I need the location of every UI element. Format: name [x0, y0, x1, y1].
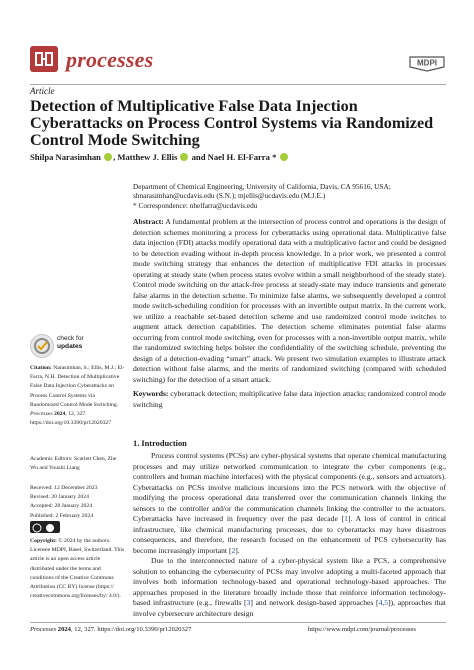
accepted-date: Accepted: 28 January 2024 — [30, 503, 93, 510]
abstract — [133, 217, 446, 385]
published-date: Published: 2 February 2024 — [30, 512, 94, 519]
citation-text: Narasimhan, S.; Ellis, M.J.; El-Farra, N.H. Detection of Multiplicative False Data Injection Cyberattacks on Process Control Systems via Randomized Control Mode Switching. — [30, 365, 125, 408]
abstract-text: A fundamental problem at the intersection of process control and operations is the design of detection schemes monitoring a process for cyberattacks using operational data. Multiplicative false data injection (FDI) attacks modify operational data with a multiplicative factor and could be designed to be detection evading without in-depth process knowledge. In a prior work, we presented a control mode switching strategy that enhances the detection of multiplicative FDI attacks in processes operating at steady state (when process states evolve within a small neighborhood of the steady state). Control mode switching on the attack-free process at steady-state may induce transients and generate false alarms in the detection scheme. To minimize false alarms, we subsequently developed a control mode switch-scheduling condition for processes with an invertible output matrix. In the current work, we utilize a reachable set-based detection scheme and use randomized control mode switches to augment attack detection capabilities. The detection scheme eliminates potential false alarms occurring from control mode switching, even for processes with a non-invertible output matrix, while the randomized switching helps bolster the confidentiality of the switching schedule, preventing the design of a detection-evading “smart” attack. We present two simulation examples to illustrate attack detection without false alarms, and the merits of randomized switching (compared with scheduled switching) for the detection of a smart attack. — [133, 217, 446, 384]
copyright-text: © 2024 by the authors. Licensee MDPI, Basel, Switzerland. This article is an open access article distributed under the terms and conditions of the Creative Commons Attribution (CC BY) license (https:// creativecommons.org/licenses/by/ 4.0/). — [30, 538, 125, 600]
citation-journal: Processes — [30, 411, 53, 418]
paragraph-text: ]. — [235, 545, 240, 555]
footer-journal: Processes — [30, 626, 57, 633]
correspondence[interactable]: * Correspondence: nhelfarra@ucdavis.edu — [133, 200, 258, 210]
keywords — [133, 389, 446, 410]
article-title: Detection of Multiplicative False Data Injection Cyberattacks on Process Control Systems via Randomized Control Mode Switching — [30, 97, 434, 149]
citation-link[interactable]: 3 — [246, 598, 251, 607]
paragraph-text: ]), approaches that involve cybersecure architecture design — [133, 598, 447, 618]
citation-link[interactable]: 4,5 — [378, 598, 389, 607]
paragraph — [133, 451, 446, 556]
citation-link[interactable]: 1 — [344, 514, 348, 523]
citation-label: Citation: — [30, 365, 52, 371]
abstract-label: Abstract: — [133, 217, 164, 226]
author-list — [30, 152, 450, 162]
paragraph-text: Due to the interconnected nature of a cyber-physical system like a PCS, a comprehensive solution to enhancing the cybersecurity of PCSs may involve adopting a multi-faceted approach that involves both information technology-based and operational technology-based approaches. The approaches proposed in the literature broadly include those that reinforce information technology-based infrastructure (e.g., firewalls [ — [133, 556, 446, 607]
orcid-icon[interactable] — [280, 153, 288, 161]
paragraph-text: Process control systems (PCSs) are cyber-physical systems that operate chemical manufacturing processes and may utilize networked communication to integrate the cyber components (e.g., controllers and human machine interfaces) with the physical components (e.g., sensors and actuators). Cyberattacks on PCSs involve malicious incursions into the PCS network with the objective of modifying the process operational data transferred over the communication channels linking the sensors to the controller and/or the communication channels linking the controller to the actuators. Cyberattacks have increased in frequency over the past decade [ — [133, 451, 446, 523]
author-name[interactable]: and Nael H. El-Farra * — [191, 152, 277, 162]
affiliation-line: Department of Chemical Engineering, University of California, Davis, CA 95616, USA; — [133, 182, 391, 191]
author-separator: , — [113, 152, 116, 162]
header-divider — [30, 84, 446, 85]
footer-year: 2024 — [57, 626, 71, 633]
section-heading: 1. Introduction — [133, 439, 187, 448]
copyright-label: Copyright: — [30, 538, 57, 544]
author-name[interactable]: Matthew J. Ellis — [117, 152, 178, 162]
academic-editors: Academic Editors: Scarlett Chen, Zhe Wu and Youzhi Liang — [30, 456, 117, 472]
affiliation — [133, 182, 453, 210]
orcid-icon[interactable] — [180, 153, 188, 161]
copyright-notice — [30, 537, 125, 601]
citation-year: 2024 — [53, 411, 66, 418]
check-for-updates-button[interactable] — [57, 335, 84, 351]
footer-citation — [30, 626, 191, 633]
introduction-body — [133, 451, 446, 619]
check-label: updates — [57, 343, 83, 350]
paragraph-text: ] and network design-based approaches [ — [250, 598, 379, 607]
mdpi-logo-icon — [408, 54, 446, 72]
affiliation-emails[interactable]: shnarasimhan@ucdavis.edu (S.N.); mjellis@ucdavis.edu (M.J.E.) — [133, 191, 326, 201]
citation-doi[interactable]: , 12, 327. https://doi.org/10.3390/pr12020327 — [30, 411, 112, 427]
keywords-text: cyberattack detection; multiplicative false data injection attacks; randomized control mode switching — [133, 389, 446, 409]
footer-doi[interactable]: , 12, 327. https://doi.org/10.3390/pr12020327 — [70, 626, 192, 633]
keywords-label: Keywords: — [133, 389, 169, 398]
received-date: Received: 12 December 2023 — [30, 485, 98, 491]
footer-journal-url[interactable]: https://www.mdpi.com/journal/processes — [308, 626, 416, 633]
journal-name: processes — [66, 47, 154, 72]
check-label: check for — [57, 335, 84, 342]
article-type: Article — [30, 86, 55, 96]
mdpi-logo-text: MDPI — [417, 58, 437, 68]
citation-link[interactable]: 2 — [231, 545, 236, 555]
check-for-updates-icon[interactable] — [30, 334, 54, 358]
publication-dates — [30, 484, 125, 521]
cc-by-license-icon[interactable] — [30, 521, 60, 533]
paragraph-text: ]. A loss of control in critical infrastructure, like chemical manufacturing processes, due to cyberattacks may have disastrous consequences, and therefore, the research focused on the enhancement of PCS cybersecurity has become increasingly important [ — [133, 514, 446, 555]
revised-date: Revised: 20 January 2024 — [30, 494, 89, 501]
author-name[interactable]: Shilpa Narasimhan — [30, 152, 101, 162]
journal-logo-icon — [30, 46, 58, 72]
footer-divider — [30, 622, 446, 623]
paragraph — [133, 556, 446, 619]
citation-block — [30, 364, 125, 428]
orcid-icon[interactable] — [104, 153, 112, 161]
